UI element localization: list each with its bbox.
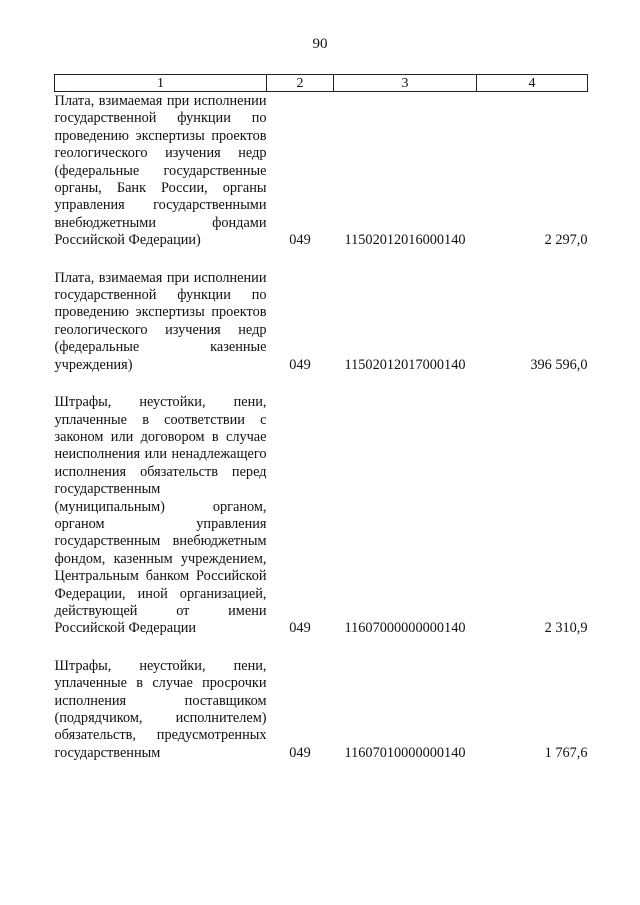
- row-budget-classification-code: 11502012017000140: [344, 356, 466, 373]
- table-row: [55, 638, 588, 762]
- page-number: 90: [312, 36, 328, 52]
- row-budget-classification-code: 11502012016000140: [344, 232, 466, 249]
- row-description: Плата, взимаемая при исполнении государственной функции по проведению экспертизы проектов геологического изучения недр (федеральные казенные учреждения): [54, 269, 267, 373]
- budget-table: [54, 74, 588, 762]
- column-header-3: 3: [334, 75, 477, 92]
- column-header-1: 1: [55, 75, 267, 92]
- row-amount: 1 767,6: [544, 744, 588, 761]
- row-description: Штрафы, неустойки, пени, уплаченные в соответствии с законом или договором в случае неисполнения или ненадлежащего исполнения обязательств перед государственным (муниципальным) органом, органом управления государственным внебюджетным фондом, казенным учреждением, Центральным банком Российской Федерации, иной организацией, действующей от имени Российской Федерации: [54, 394, 267, 637]
- row-admin-code: 049: [289, 744, 311, 761]
- row-admin-code: 049: [289, 232, 311, 249]
- row-description: Штрафы, неустойки, пени, уплаченные в случае просрочки исполнения поставщиком (подрядчиком, исполнителем) обязательств, предусмотренных государственным: [54, 657, 267, 761]
- column-header-4: 4: [477, 75, 588, 92]
- row-admin-code: 049: [289, 356, 311, 373]
- row-amount: 396 596,0: [530, 356, 588, 373]
- table-row: [55, 92, 588, 250]
- table-row: [55, 250, 588, 374]
- row-budget-classification-code: 11607010000000140: [344, 744, 466, 761]
- row-amount: 2 310,9: [544, 620, 588, 637]
- table-row: [55, 374, 588, 638]
- column-header-2: 2: [267, 75, 334, 92]
- table-header-row: [55, 75, 588, 92]
- row-amount: 2 297,0: [544, 232, 588, 249]
- row-budget-classification-code: 11607000000000140: [344, 620, 466, 637]
- row-description: Плата, взимаемая при исполнении государственной функции по проведению экспертизы проектов геологического изучения недр (федеральные государственные органы, Банк России, органы управления государственными внебюджетными фондами Российской Федерации): [54, 93, 267, 249]
- row-admin-code: 049: [289, 620, 311, 637]
